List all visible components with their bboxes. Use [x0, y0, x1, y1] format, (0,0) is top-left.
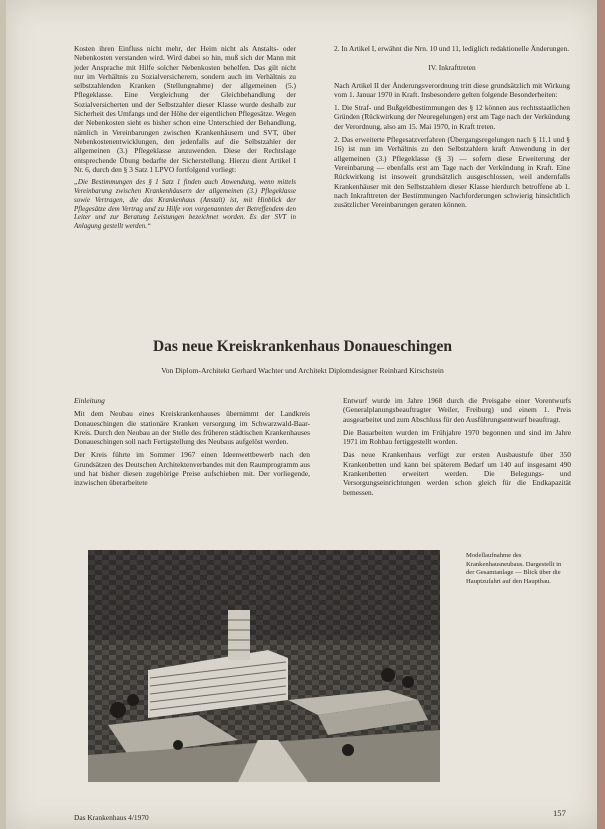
quoted-regulation: „Die Bestimmungen des § 1 Satz 1 finden auch Anwendung, wenn mittels Vereinbarung zwischen Krankenhäusern der allgemeinen (3.) Pflegeklasse sowie Vertragen, die das Krankenhaus (Anstalt) ist, mit Hinblick der Pflegesätze dem Vertrag und zu Hilfe von vorgenannten der Betreffendem den Leiter und zur Beratung Leistungen bezeichnet worden. Es der SVT in Anlagung gestellt werden.“ [74, 178, 296, 231]
paragraph: 2. In Artikel I, erwähnt die Nrn. 10 und 11, lediglich redaktionelle Änderungen. [334, 44, 570, 53]
journal-footer: Das Krankenhaus 4/1970 [74, 813, 149, 822]
paragraph: Die Bauarbeiten wurden im Frühjahre 1970 begonnen und sind im Jahre 1971 im Rohbau fertiggestellt worden. [343, 427, 571, 447]
paragraph: Der Kreis führte im Sommer 1967 einen Ideenwettbewerb nach den Grundsätzen des Deutschen Architektenverbandes mit den Raumprogramm aus und hat bisher diesen zugehörige Preise aufschieben mit. Der vorliegende, inzwischen überarbeitete [74, 450, 310, 488]
paragraph: 2. Das erweiterte Pflegesatzverfahren (Übergangsregelungen nach § 11.1 und § 16) ist nun im Verhältnis zu den Selbstzahlern kraft Anwendung in der allgemeinen (3.) Pflegeklasse (§ 3) — sofern diese Erweiterung der Vereinbarung — ebenfalls erst am Tage nach der Verkündung in Kraft. Eine Rückwirkung ist insoweit grundsätzlich ausgeschlossen, weil andernfalls Krankenhäuser mit den Selbstzahlern dieser Klasse hierdurch betroffene ab 1. nach Inkrafttreten der Bestimmungen Nachforderungen schwierig hinsichtlich zusätzlicher Vereinbarungen geraten können. [334, 135, 570, 210]
subheading: Einleitung [74, 396, 105, 405]
top-left-column [74, 44, 296, 235]
paragraph: Nach Artikel II der Änderungsverordnung tritt diese grundsätzlich mit Wirkung vom 1. Januar 1970 in Kraft. Insbesondere gelten folgende Besonderheiten: [334, 80, 570, 99]
paragraph: Das neue Krankenhaus verfügt zur ersten Ausbaustufe über 350 Krankenbetten und kann bei späterem Bedarf um 140 auf insgesamt 490 Krankenbetten erweitert werden. Die Belegungs- und Versorgungseinrichtungen werden schon gleich für die Endkapazität bemessen. [343, 450, 571, 497]
photo-caption: Modellaufnahme des Krankenhausneubaus. Dargestellt in der Gesamtanlage — Blick über die Hauptzufahrt auf den Hauptbau. [466, 552, 562, 585]
top-right-column [334, 44, 570, 213]
paragraph: Entwurf wurde im Jahre 1968 durch die Preisgabe einer Vorentwurfs (Generalplanungsbeauftragter Weiler, Freiburg) und einem 1. Preis ausgearbeitet und zum Abschluss für den Ausführungsentwurf beauftragt. [343, 396, 571, 424]
paragraph: Kosten ihren Einfluss nicht mehr, der Heim nicht als Anstalts- oder Nebenkosten verstanden wird. Wird dabei so hin, muß sich der Mann mit jeder Ansprache mit Hilfe solcher Nebenkosten behelfen. Das gilt nicht nur im Verhältnis zu Sozialversicherern, sondern auch im Verhältnis zu selbstzahlenden Kranken (Stellungnahme) der allgemeinen (5.) Pflegeklasse. Eine Vergleichung der Gleichbehandlung der Sozialversicherten und der Selbstzahler dieser Klasse wurde deshalb zur Sicherheit des Umfangs und der Höhe der eigentlichen Pflegesätze. Wegen der Nebenkosten sieht es bisher schon eine Unterschied der Behandlung, nämlich in Vereinbarungen zwischen Krankenhäusern und SVT, über Nebenkostenentwicklungen, den jedenfalls auf die Selbstzahler der allgemeinen (3.) Pflegeklasse anzuwenden. Diese der Rechtslage entsprechende Übung bedarfte der Sicherstellung. Hierzu dient Artikel I Nr. 6, durch den § 3 Satz 1 LPVO fortfolgend vorliegt: [74, 44, 296, 174]
paragraph: Mit dem Neubau eines Kreiskrankenhauses übernimmt der Landkreis Donaueschingen die stationäre Kranken versorgung im Schwarzwald-Baar-Kreis. Durch den Neubau an der Stelle des früheren städtischen Krankenhauses Donaueschingen soll nach Fertigstellung des Neubaus aufgelöst werden. [74, 409, 310, 447]
article-byline: Von Diplom-Architekt Gerhard Wachter und Architekt Diplomdesigner Reinhard Kirschstein [161, 366, 444, 375]
paragraph: 1. Die Straf- und Bußgeldbestimmungen des § 12 können aus rechtsstaatlichen Gründen (Rückwirkung der Neuregelungen) erst am Tage nach der Verkündung der Verordnung, also am 15. Mai 1970, in Kraft treten. [334, 103, 570, 131]
section-heading: IV. Inkrafttreten [428, 63, 476, 73]
article-right-column [343, 396, 571, 501]
page-number: 157 [553, 808, 566, 818]
page-edge [597, 0, 605, 829]
article-title: Das neue Kreiskrankenhaus Donaueschingen [152, 338, 452, 355]
article-left-column [74, 396, 310, 492]
hospital-model-photo [88, 550, 440, 782]
